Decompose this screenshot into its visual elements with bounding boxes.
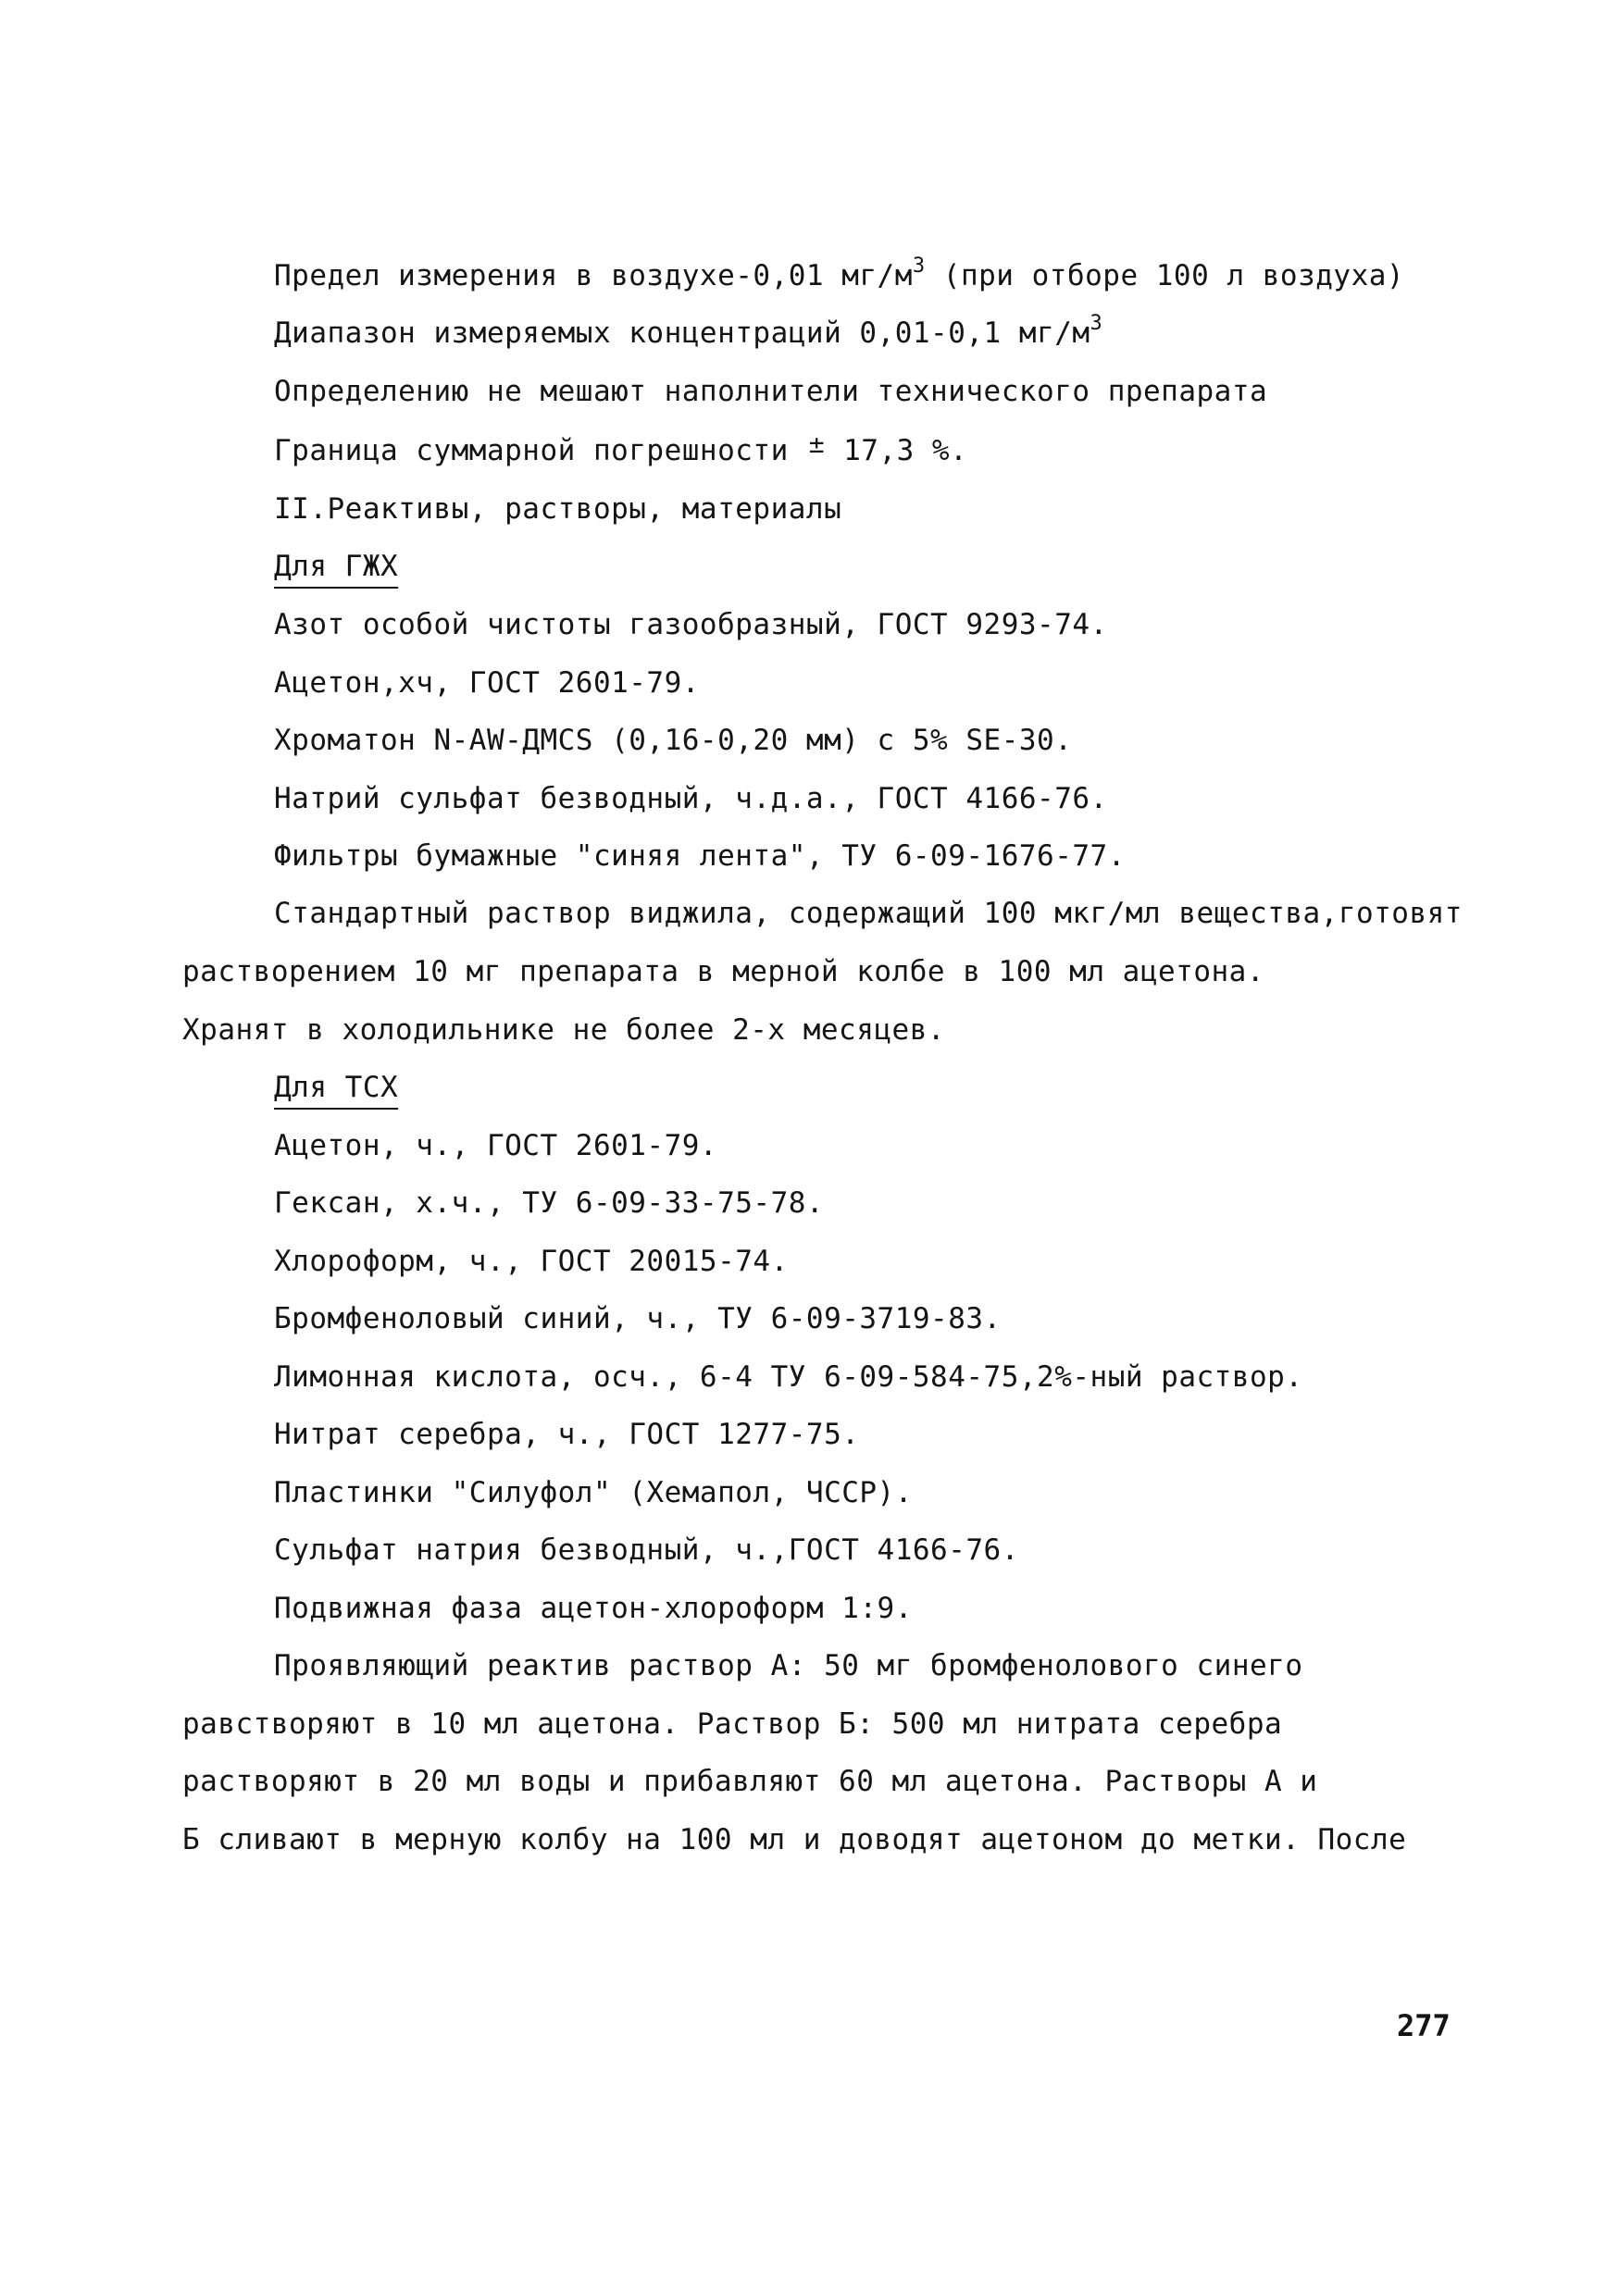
section-heading-reagents: II.Реактивы, растворы, материалы bbox=[274, 492, 842, 526]
tsx-item: Гексан, х.ч., ТУ 6-09-33-75-78. bbox=[274, 1186, 825, 1220]
spec-line-1-superscript: 3 bbox=[912, 254, 926, 278]
tsx-paragraph-line: равстворяют в 10 мл ацетона. Раствор Б: 500 мл нитрата серебра bbox=[182, 1707, 1283, 1741]
tsx-item: Нитрат серебра, ч., ГОСТ 1277-75. bbox=[274, 1418, 860, 1451]
gzh-item: Хроматон N-AW-ДМCS (0,16-0,20 мм) с 5% SE-30. bbox=[274, 724, 1073, 757]
spec-line-2-superscript: 3 bbox=[1090, 312, 1103, 335]
tsx-paragraph-line: Б сливают в мерную колбу на 100 мл и доводят ацетоном до метки. После bbox=[182, 1823, 1407, 1856]
tsx-item: Подвижная фаза ацетон-хлороформ 1:9. bbox=[274, 1592, 913, 1625]
tsx-item: Ацетон, ч., ГОСТ 2601-79. bbox=[274, 1129, 718, 1162]
tsx-item: Бромфеноловый синий, ч., ТУ 6-09-3719-83. bbox=[274, 1302, 1002, 1335]
gzh-paragraph-line: растворением 10 мг препарата в мерной колбе в 100 мл ацетона. bbox=[182, 955, 1264, 988]
gzh-item: Фильтры бумажные "синяя лента", ТУ 6-09-1676-77. bbox=[274, 839, 1126, 873]
spec-line-1-tail: (при отборе 100 л воздуха) bbox=[925, 259, 1405, 292]
spec-line-1-main: Предел измерения в воздухе-0,01 мг/м bbox=[274, 259, 913, 292]
tsx-item: Пластинки "Силуфол" (Хемапол, ЧССР). bbox=[274, 1476, 913, 1509]
tsx-item: Сульфат натрия безводный, ч.,ГОСТ 4166-76. bbox=[274, 1533, 1019, 1567]
gzh-item: Азот особой чистоты газообразный, ГОСТ 9293-74. bbox=[274, 608, 1108, 641]
tsx-paragraph-line: Проявляющий реактив раствор А: 50 мг бромфенолового синего bbox=[274, 1649, 1303, 1682]
gzh-paragraph-line: Хранят в холодильнике не более 2-х месяцев. bbox=[182, 1013, 946, 1047]
spec-line-2-main: Диапазон измеряемых концентраций 0,01-0,1 мг/м bbox=[274, 316, 1090, 350]
spec-line-4-main: Граница суммарной погрешности bbox=[274, 434, 789, 467]
spec-line-total-error: Граница суммарной погрешности ± 17,3 %. bbox=[274, 428, 968, 467]
page-number: 277 bbox=[1397, 2008, 1451, 2043]
subsection-heading-gzh: Для ГЖХ bbox=[274, 550, 399, 583]
tsx-item: Хлороформ, ч., ГОСТ 20015-74. bbox=[274, 1245, 789, 1278]
gzh-item: Ацетон,хч, ГОСТ 2601-79. bbox=[274, 666, 700, 700]
spec-line-interference: Определению не мешают наполнители технического препарата bbox=[274, 375, 1268, 408]
gzh-item: Натрий сульфат безводный, ч.д.а., ГОСТ 4166-76. bbox=[274, 782, 1108, 815]
tsx-item: Лимонная кислота, осч., 6-4 ТУ 6-09-584-75,2%-ный раствор. bbox=[274, 1360, 1303, 1394]
spec-line-concentration-range bbox=[274, 312, 1103, 352]
tsx-paragraph-line: растворяют в 20 мл воды и прибавляют 60 мл ацетона. Растворы А и bbox=[182, 1765, 1318, 1798]
spec-line-measurement-limit bbox=[274, 254, 1405, 294]
spec-line-4-value: 17,3 %. bbox=[843, 434, 968, 467]
subsection-heading-tsx: Для ТСХ bbox=[274, 1071, 399, 1104]
gzh-paragraph-line: Стандартный раствор виджила, содержащий 100 мкг/мл вещества,готовят bbox=[274, 897, 1463, 930]
